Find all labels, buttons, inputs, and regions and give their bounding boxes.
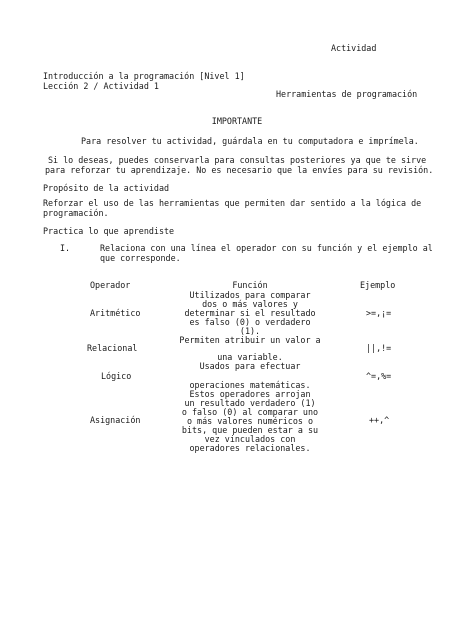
instruction-line-2: que corresponde. [100,253,181,263]
operator-item: Lógico [101,371,132,381]
function-text-line: una variable. [217,352,283,362]
function-text-line: Estos operadores arrojan [189,389,311,399]
operator-item: Relacional [87,343,138,353]
notice-line-1: Para resolver tu actividad, guárdala en tu computadora e imprímela. [81,136,419,146]
function-text-line: o falso (0) al comparar uno [181,407,319,417]
practice-heading: Practica lo que aprendiste [43,226,175,236]
course-title: Introducción a la programación [Nivel 1] [43,71,245,81]
function-text-line: Usados para efectuar [199,361,301,371]
function-text-line: Permiten atribuir un valor a [179,335,321,345]
function-text-line: operaciones matemáticas. [189,380,311,390]
column-header-operator: Operador [90,280,131,290]
function-text-line: dos o más valores y [202,299,298,309]
function-text-line: vez vinculados con [204,434,296,444]
example-item: ^=,%= [366,371,392,381]
function-text-line: Utilizados para comparar [189,290,311,300]
example-item: ++,^ [369,415,390,425]
function-text-line: (1). [239,326,261,336]
purpose-line-2: programación. [43,208,109,218]
notice-line-2: Si lo deseas, puedes conservarla para consultas posteriores ya que te sirve [48,155,427,165]
example-item: >=,¡= [366,308,392,318]
function-text-line: es falso (0) o verdadero [189,317,311,327]
function-text-line: determinar si el resultado [184,308,316,318]
purpose-line-1: Reforzar el uso de las herramientas que permiten dar sentido a la lógica de [43,198,422,208]
function-text-line: o más valores numéricos o [186,416,314,426]
function-text-line: un resultado verdadero (1) [184,398,316,408]
document-type-label: Actividad [331,43,377,53]
function-text-line: operadores relacionales. [189,443,311,453]
operator-item: Asignación [90,415,141,425]
instruction-line-1: Relaciona con una línea el operador con su función y el ejemplo al [100,243,433,253]
notice-line-3: para reforzar tu aprendizaje. No es necesario que la envíes para su revisión. [45,165,434,175]
column-header-function: Función [232,280,268,290]
column-header-example: Ejemplo [360,280,396,290]
activity-subtitle: Herramientas de programación [276,89,418,99]
purpose-heading: Propósito de la actividad [43,183,170,193]
example-item: ||,!= [366,343,392,353]
function-text-line: bits, que pueden estar a su [181,425,319,435]
notice-heading: IMPORTANTE [211,116,263,126]
operator-item: Aritmético [90,308,141,318]
instruction-numeral: I. [60,243,71,253]
lesson-label: Lección 2 / Actividad 1 [43,81,159,91]
